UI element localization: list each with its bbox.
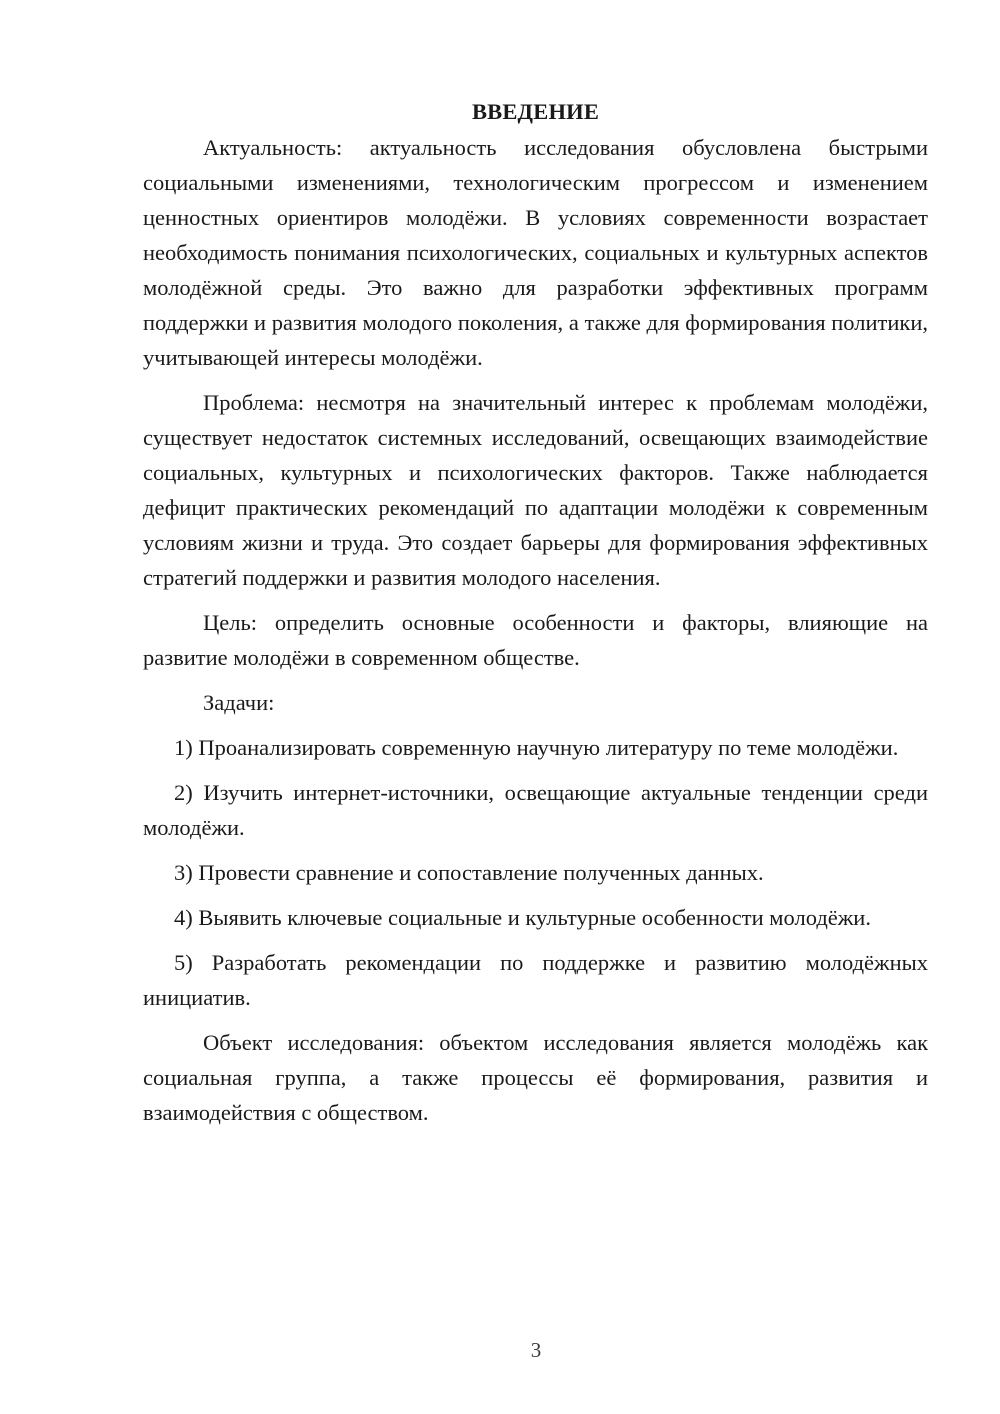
- task-item-5: 5) Разработать рекомендации по поддержке и развитию молодёжных инициатив.: [143, 950, 928, 1010]
- task-item-1: 1) Проанализировать современную научную литературу по теме молодёжи.: [174, 735, 899, 760]
- task-item-3: 3) Провести сравнение и сопоставление полученных данных.: [174, 860, 764, 885]
- task-item-4: 4) Выявить ключевые социальные и культурные особенности молодёжи.: [174, 905, 871, 930]
- object-paragraph: Объект исследования: объектом исследования является молодёжь как социальная группа, а также процессы её формирования, развития и взаимодействия с обществом.: [143, 1030, 928, 1125]
- task-item-2: 2) Изучить интернет-источники, освещающие актуальные тенденции среди молодёжи.: [143, 780, 928, 840]
- tasks-label: Задачи:: [203, 690, 275, 715]
- page-number: 3: [530, 1338, 542, 1362]
- page-content: [143, 94, 928, 1140]
- problem-paragraph: Проблема: несмотря на значительный интерес к проблемам молодёжи, существует недостаток системных исследований, освещающих взаимодействие социальных, культурных и психологических факторов. Также наблюдается дефицит практических рекомендаций по адаптации молодёжи к современным условиям жизни и труда. Это создает барьеры для формирования эффективных стратегий поддержки и развития молодого населения.: [143, 390, 928, 590]
- relevance-paragraph: Актуальность: актуальность исследования обусловлена быстрыми социальными изменениями, технологическим прогрессом и изменением ценностных ориентиров молодёжи. В условиях современности возрастает необходимость понимания психологических, социальных и культурных аспектов молодёжной среды. Это важно для разработки эффективных программ поддержки и развития молодого поколения, а также для формирования политики, учитывающей интересы молодёжи.: [143, 135, 928, 370]
- goal-paragraph: Цель: определить основные особенности и факторы, влияющие на развитие молодёжи в современном обществе.: [143, 610, 928, 670]
- section-heading: ВВЕДЕНИЕ: [471, 99, 600, 124]
